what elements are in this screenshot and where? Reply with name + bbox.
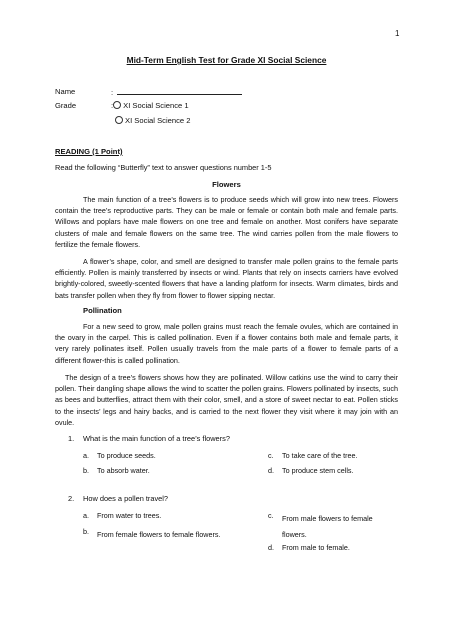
option-text: To produce stem cells. <box>282 466 354 475</box>
q2-option-b[interactable] <box>83 527 221 539</box>
option-text: To take care of the tree. <box>282 451 358 460</box>
option-letter: a. <box>83 451 89 460</box>
pollination-subheading: Pollination <box>83 306 122 315</box>
radio-circle-icon[interactable] <box>113 101 121 109</box>
radio-circle-icon[interactable] <box>115 116 123 124</box>
option-text: From female flowers to female flowers. <box>97 530 221 539</box>
grade-colon: : <box>111 101 114 110</box>
option-letter: d. <box>268 466 274 475</box>
option-text: From water to trees. <box>97 511 162 520</box>
option-letter: b. <box>83 466 89 475</box>
paragraph-3: For a new seed to grow, male pollen grains must reach the female ovules, which are contained in the ovary in the carpel. This is called pollination. Even if a flower contains both male and female parts, it very rarely pollinates itself. Pollen usually travels from the male parts of a flower to female parts of a different flower-this is called pollination. <box>55 322 398 365</box>
name-colon: : <box>111 88 114 97</box>
q1-option-b[interactable] <box>83 466 150 475</box>
grade-option-2[interactable] <box>115 116 190 125</box>
text-title: Flowers <box>212 180 241 189</box>
page-title-text: Mid-Term English Test for Grade XI Social Science <box>126 55 327 65</box>
option-letter: b. <box>83 527 89 536</box>
question-2-number: 2. <box>68 494 75 503</box>
section-heading: READING (1 Point) <box>55 147 123 156</box>
name-label: Name <box>55 87 76 96</box>
option-text: From male flowers to female flowers. <box>282 514 373 539</box>
question-1-text: What is the main function of a tree’s flowers? <box>83 434 230 443</box>
grade-option-1-label: XI Social Science 1 <box>123 101 189 110</box>
paragraph-1: The main function of a tree’s flowers is to produce seeds which will grow into new trees. Flowers contain the tree’s reproductive parts. They can be male or female or contain both male and female parts. Willows and poplars have male flowers on one tree and female on another. Most conifers have separate clusters of male and female flowers on the same tree. The wind carries pollen from the male flowers to fertilize the female flowers. <box>55 195 398 249</box>
grade-label: Grade <box>55 101 77 110</box>
page-number: 1 <box>395 29 400 38</box>
q2-option-c[interactable] <box>268 511 373 539</box>
option-text: To absorb water. <box>97 466 150 475</box>
section-instruction: Read the following “Butterfly” text to answer questions number 1-5 <box>55 163 272 172</box>
page-title <box>0 55 453 65</box>
q2-option-a[interactable] <box>83 511 162 520</box>
question-1-number: 1. <box>68 434 75 443</box>
option-letter: c. <box>268 511 274 520</box>
name-blank-line[interactable] <box>117 87 242 95</box>
option-letter: a. <box>83 511 89 520</box>
option-letter: c. <box>268 451 274 460</box>
option-text: From male to female. <box>282 543 350 552</box>
q1-option-a[interactable] <box>83 451 156 460</box>
option-letter: d. <box>268 543 274 552</box>
grade-option-1[interactable] <box>111 101 189 110</box>
q1-option-c[interactable] <box>268 451 358 460</box>
name-field[interactable] <box>111 87 242 97</box>
paragraph-2: A flower’s shape, color, and smell are designed to transfer male pollen grains to the female parts efficiently. Pollen is mainly transferred by insects or wind. Plants that rely on insects carriers have evolved brightly-colored, sweetly-scented flowers that have a landing platform for insects. Warm climates, birds and bats transfer pollen when they fly from flower to flower sipping nectar. <box>55 257 398 300</box>
q2-option-d[interactable] <box>268 543 350 552</box>
option-text: To produce seeds. <box>97 451 156 460</box>
grade-option-2-label: XI Social Science 2 <box>125 116 191 125</box>
question-2-text: How does a pollen travel? <box>83 494 169 503</box>
q1-option-d[interactable] <box>268 466 354 475</box>
paragraph-4: The design of a tree’s flowers shows how they are pollinated. Willow catkins use the wind to carry their pollen. Their dangling shape allows the wind to scatter the pollen grains. Flowers pollinated by insects, such as bees and butterflies, attract them with their color, smell, and a store of sweet nectar to eat. Pollen sticks to the insects’ legs and hairy backs, and is carried to the next flower they visit where it may join with an ovule. <box>55 373 398 427</box>
